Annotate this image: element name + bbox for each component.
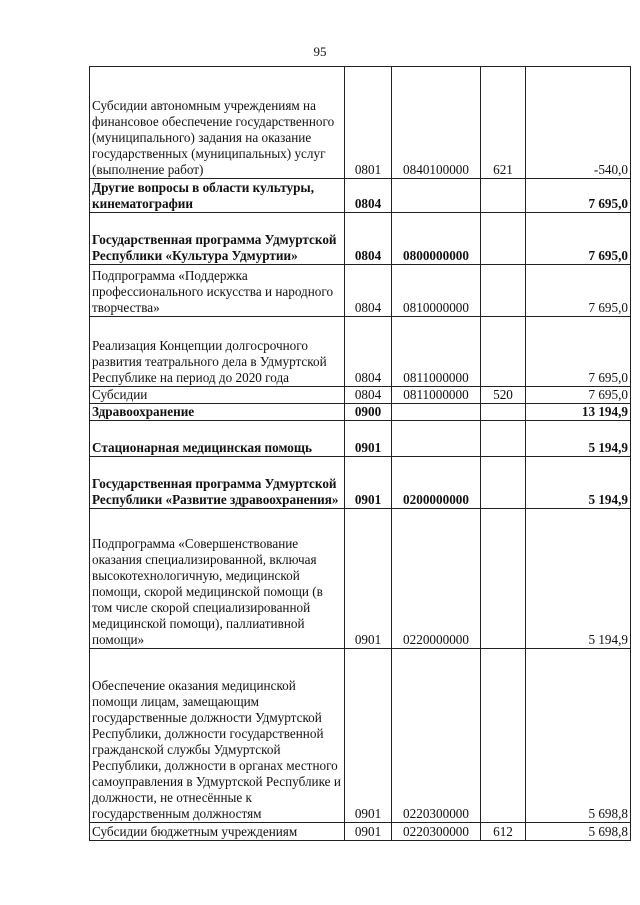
table-row bbox=[90, 421, 631, 457]
row-expense-type-cell: 520 bbox=[481, 387, 526, 404]
row-amount-cell: 7 695,0 bbox=[526, 213, 631, 265]
row-target-article-cell bbox=[392, 404, 481, 421]
row-name-cell: Другие вопросы в области культуры, кинематографии bbox=[90, 179, 345, 213]
page-number: 95 bbox=[313, 44, 327, 59]
row-amount-cell: 13 194,9 bbox=[526, 404, 631, 421]
table-row bbox=[90, 457, 631, 509]
row-amount-cell: 5 194,9 bbox=[526, 457, 631, 509]
row-name-cell: Подпрограмма «Поддержка профессионального искусства и народного творчества» bbox=[90, 265, 345, 317]
row-section-code-cell: 0804 bbox=[345, 213, 392, 265]
row-section-code-cell: 0901 bbox=[345, 421, 392, 457]
row-expense-type-cell bbox=[481, 509, 526, 649]
row-section-code-cell: 0901 bbox=[345, 823, 392, 841]
row-expense-type-cell bbox=[481, 457, 526, 509]
row-expense-type-cell bbox=[481, 179, 526, 213]
row-name-cell: Государственная программа Удмуртской Республики «Культура Удмуртии» bbox=[90, 213, 345, 265]
row-name-cell: Государственная программа Удмуртской Республики «Развитие здравоохранения» bbox=[90, 457, 345, 509]
table-row bbox=[90, 265, 631, 317]
row-section-code-cell: 0804 bbox=[345, 265, 392, 317]
row-section-code-cell: 0901 bbox=[345, 649, 392, 823]
row-expense-type-cell bbox=[481, 404, 526, 421]
row-name-cell: Реализация Концепции долгосрочного развития театрального дела в Удмуртской Республике на период до 2020 года bbox=[90, 317, 345, 387]
row-amount-cell: 7 695,0 bbox=[526, 265, 631, 317]
row-target-article-cell: 0800000000 bbox=[392, 213, 481, 265]
row-expense-type-cell bbox=[481, 421, 526, 457]
row-target-article-cell: 0840100000 bbox=[392, 67, 481, 179]
row-target-article-cell: 0220300000 bbox=[392, 823, 481, 841]
row-name-cell: Стационарная медицинская помощь bbox=[90, 421, 345, 457]
row-target-article-cell bbox=[392, 179, 481, 213]
row-section-code-cell: 0804 bbox=[345, 179, 392, 213]
row-expense-type-cell bbox=[481, 317, 526, 387]
row-target-article-cell: 0811000000 bbox=[392, 387, 481, 404]
row-amount-cell: -540,0 bbox=[526, 67, 631, 179]
row-name-cell: Субсидии бюджетным учреждениям bbox=[90, 823, 345, 841]
row-expense-type-cell: 621 bbox=[481, 67, 526, 179]
row-target-article-cell: 0220300000 bbox=[392, 649, 481, 823]
row-target-article-cell bbox=[392, 421, 481, 457]
row-section-code-cell: 0900 bbox=[345, 404, 392, 421]
row-amount-cell: 7 695,0 bbox=[526, 179, 631, 213]
row-name-cell: Субсидии bbox=[90, 387, 345, 404]
row-name-cell: Подпрограмма «Совершенствование оказания специализированной, включая высокотехнологичную, медицинской помощи, скорой медицинской помощи (в том числе скорой специализированной медицинской помощи), паллиативной помощи» bbox=[90, 509, 345, 649]
row-amount-cell: 7 695,0 bbox=[526, 317, 631, 387]
row-expense-type-cell bbox=[481, 213, 526, 265]
row-amount-cell: 5 698,8 bbox=[526, 823, 631, 841]
table-row bbox=[90, 823, 631, 841]
table-row bbox=[90, 213, 631, 265]
row-name-cell: Здравоохранение bbox=[90, 404, 345, 421]
row-target-article-cell: 0810000000 bbox=[392, 265, 481, 317]
row-expense-type-cell: 612 bbox=[481, 823, 526, 841]
row-section-code-cell: 0901 bbox=[345, 457, 392, 509]
table-row bbox=[90, 649, 631, 823]
table-row bbox=[90, 67, 631, 179]
row-expense-type-cell bbox=[481, 649, 526, 823]
row-section-code-cell: 0901 bbox=[345, 509, 392, 649]
table-row bbox=[90, 179, 631, 213]
row-amount-cell: 5 194,9 bbox=[526, 509, 631, 649]
row-section-code-cell: 0804 bbox=[345, 387, 392, 404]
row-name-cell: Субсидии автономным учреждениям на финансовое обеспечение государственного (муниципального) задания на оказание государственных (муниципальных) услуг (выполнение работ) bbox=[90, 67, 345, 179]
budget-table-body bbox=[90, 67, 631, 841]
table-row bbox=[90, 387, 631, 404]
row-target-article-cell: 0811000000 bbox=[392, 317, 481, 387]
row-target-article-cell: 0220000000 bbox=[392, 509, 481, 649]
row-section-code-cell: 0801 bbox=[345, 67, 392, 179]
row-amount-cell: 5 698,8 bbox=[526, 649, 631, 823]
row-amount-cell: 5 194,9 bbox=[526, 421, 631, 457]
budget-table bbox=[89, 66, 631, 841]
table-row bbox=[90, 509, 631, 649]
table-row bbox=[90, 317, 631, 387]
table-row bbox=[90, 404, 631, 421]
row-amount-cell: 7 695,0 bbox=[526, 387, 631, 404]
row-section-code-cell: 0804 bbox=[345, 317, 392, 387]
row-name-cell: Обеспечение оказания медицинской помощи лицам, замещающим государственные должности Удмуртской Республики, должности государственной гражданской службы Удмуртской Республики, должности в органах местного самоуправления в Удмуртской Республике и должности, не отнесённые к государственным должностям bbox=[90, 649, 345, 823]
row-target-article-cell: 0200000000 bbox=[392, 457, 481, 509]
row-expense-type-cell bbox=[481, 265, 526, 317]
